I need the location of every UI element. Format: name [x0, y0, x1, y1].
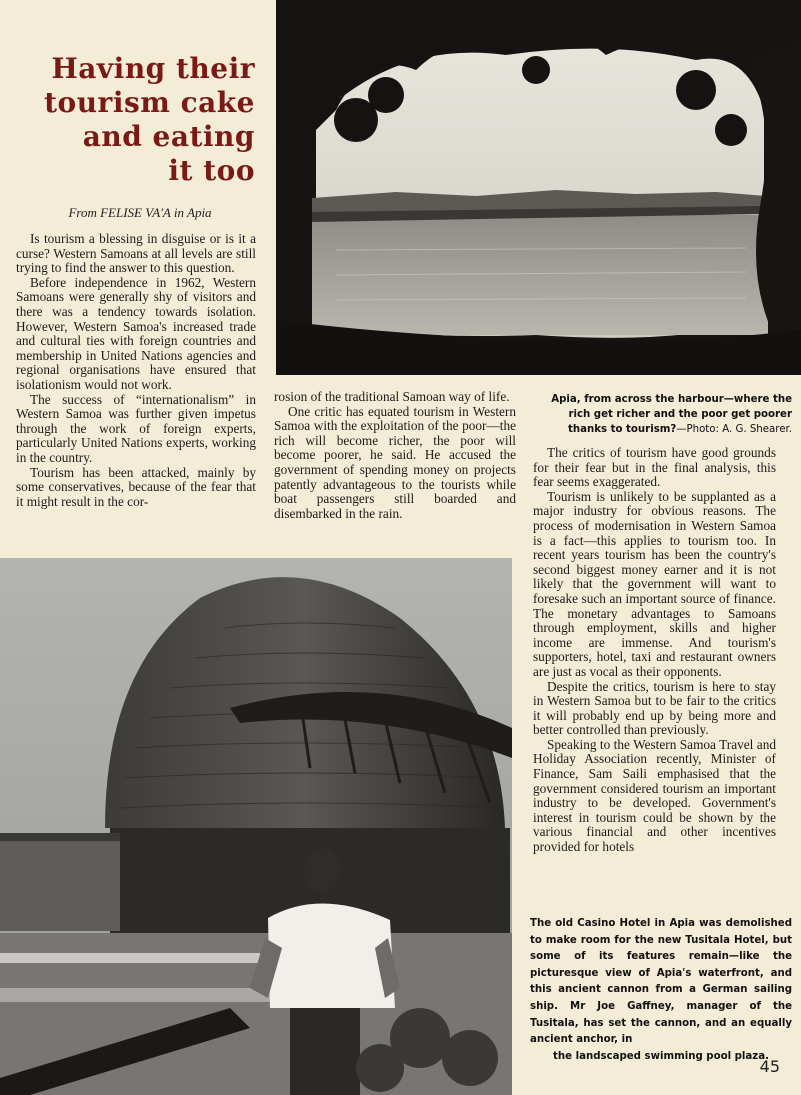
- article-column-1: [16, 232, 256, 509]
- headline-line: tourism cake: [44, 86, 255, 119]
- article-column-3: [533, 446, 776, 855]
- headline-line: it too: [168, 154, 255, 187]
- paragraph: Is tourism a blessing in disguise or is it a curse? Western Samoans at all levels are still trying to find the answer to this question.: [16, 231, 256, 276]
- paragraph: Tourism has been attacked, mainly by some conservatives, because of the fear that it might result in the cor-: [16, 464, 256, 509]
- article-column-2: [274, 390, 516, 521]
- paragraph: Tourism is unlikely to be supplanted as a major industry for obvious reasons. The process of modernisation in Western Samoa is a fact—this applies to tourism too. In recent years tourism has been the country's second biggest money earner and it is not likely that the government will want to foresake such an important source of finance. The monetary advantages to Samoans through employment, skills and higher income are immense. And tourism's supporters, hotel, taxi and restaurant owners are just as vocal as their opponents.: [533, 488, 776, 679]
- harbour-photo: [276, 0, 801, 375]
- hotel-photo-caption: [530, 916, 792, 1065]
- paragraph: Speaking to the Western Samoa Travel and Holiday Association recently, Minister of Finance, Sam Saili emphasised that the government considered tourism an important industry to be developed. Government's interest in tourism could be shown by the various financial and other incentives provided for hotels: [533, 736, 776, 855]
- headline: [20, 52, 255, 188]
- hotel-photo-image: [0, 558, 512, 1095]
- harbour-photo-caption: [530, 392, 792, 437]
- paragraph: Despite the critics, tourism is here to stay in Western Samoa but to be fair to the critics it will probably end up by being more and better controlled than previously.: [533, 678, 776, 738]
- paragraph: The success of “internationalism” in Western Samoa was further given impetus through the work of foreign experts, particularly United Nations experts, working in the country.: [16, 391, 256, 465]
- byline: From FELISE VA'A in Apia: [68, 205, 212, 220]
- caption-text: Apia, from across the harbour—where the rich get richer and the poor get poorer thanks to tourism?: [551, 394, 792, 435]
- harbour-photo-image: [276, 0, 801, 375]
- photo-credit: —Photo: A. G. Shearer.: [676, 424, 792, 435]
- hotel-photo: [0, 558, 512, 1095]
- paragraph: The critics of tourism have good grounds for their fear but in the final analysis, this fear seems exaggerated.: [533, 445, 776, 490]
- headline-line: and eating: [82, 120, 255, 153]
- paragraph: Before independence in 1962, Western Samoans were generally shy of visitors and there was a tendency towards isolation. However, Western Samoa's increased trade and cultural ties with foreign countries and membership in United Nations agencies and regional organisations have ensured that isolationism would not work.: [16, 274, 256, 392]
- paragraph: One critic has equated tourism in Western Samoa with the exploitation of the poor—the rich will become richer, the poor will become poorer, he said. He accused the government of spending money on projects patently advantageous to the tourists while boat passengers still boarded and disembarked in the rain.: [274, 403, 516, 521]
- page-number: 45: [759, 1057, 780, 1076]
- caption-text: The old Casino Hotel in Apia was demolished to make room for the new Tusitala Hotel, but some of its features remain—like the picturesque view of Apia's waterfront, and this ancient cannon from a German sailing ship. Mr Joe Gaffney, manager of the Tusitala, has set the cannon, and an equally ancient anchor, in: [530, 918, 792, 1046]
- caption-last-line: the landscaped swimming pool plaza.: [553, 1050, 769, 1062]
- paragraph: rosion of the traditional Samoan way of life.: [274, 389, 510, 404]
- headline-line: Having their: [51, 52, 255, 85]
